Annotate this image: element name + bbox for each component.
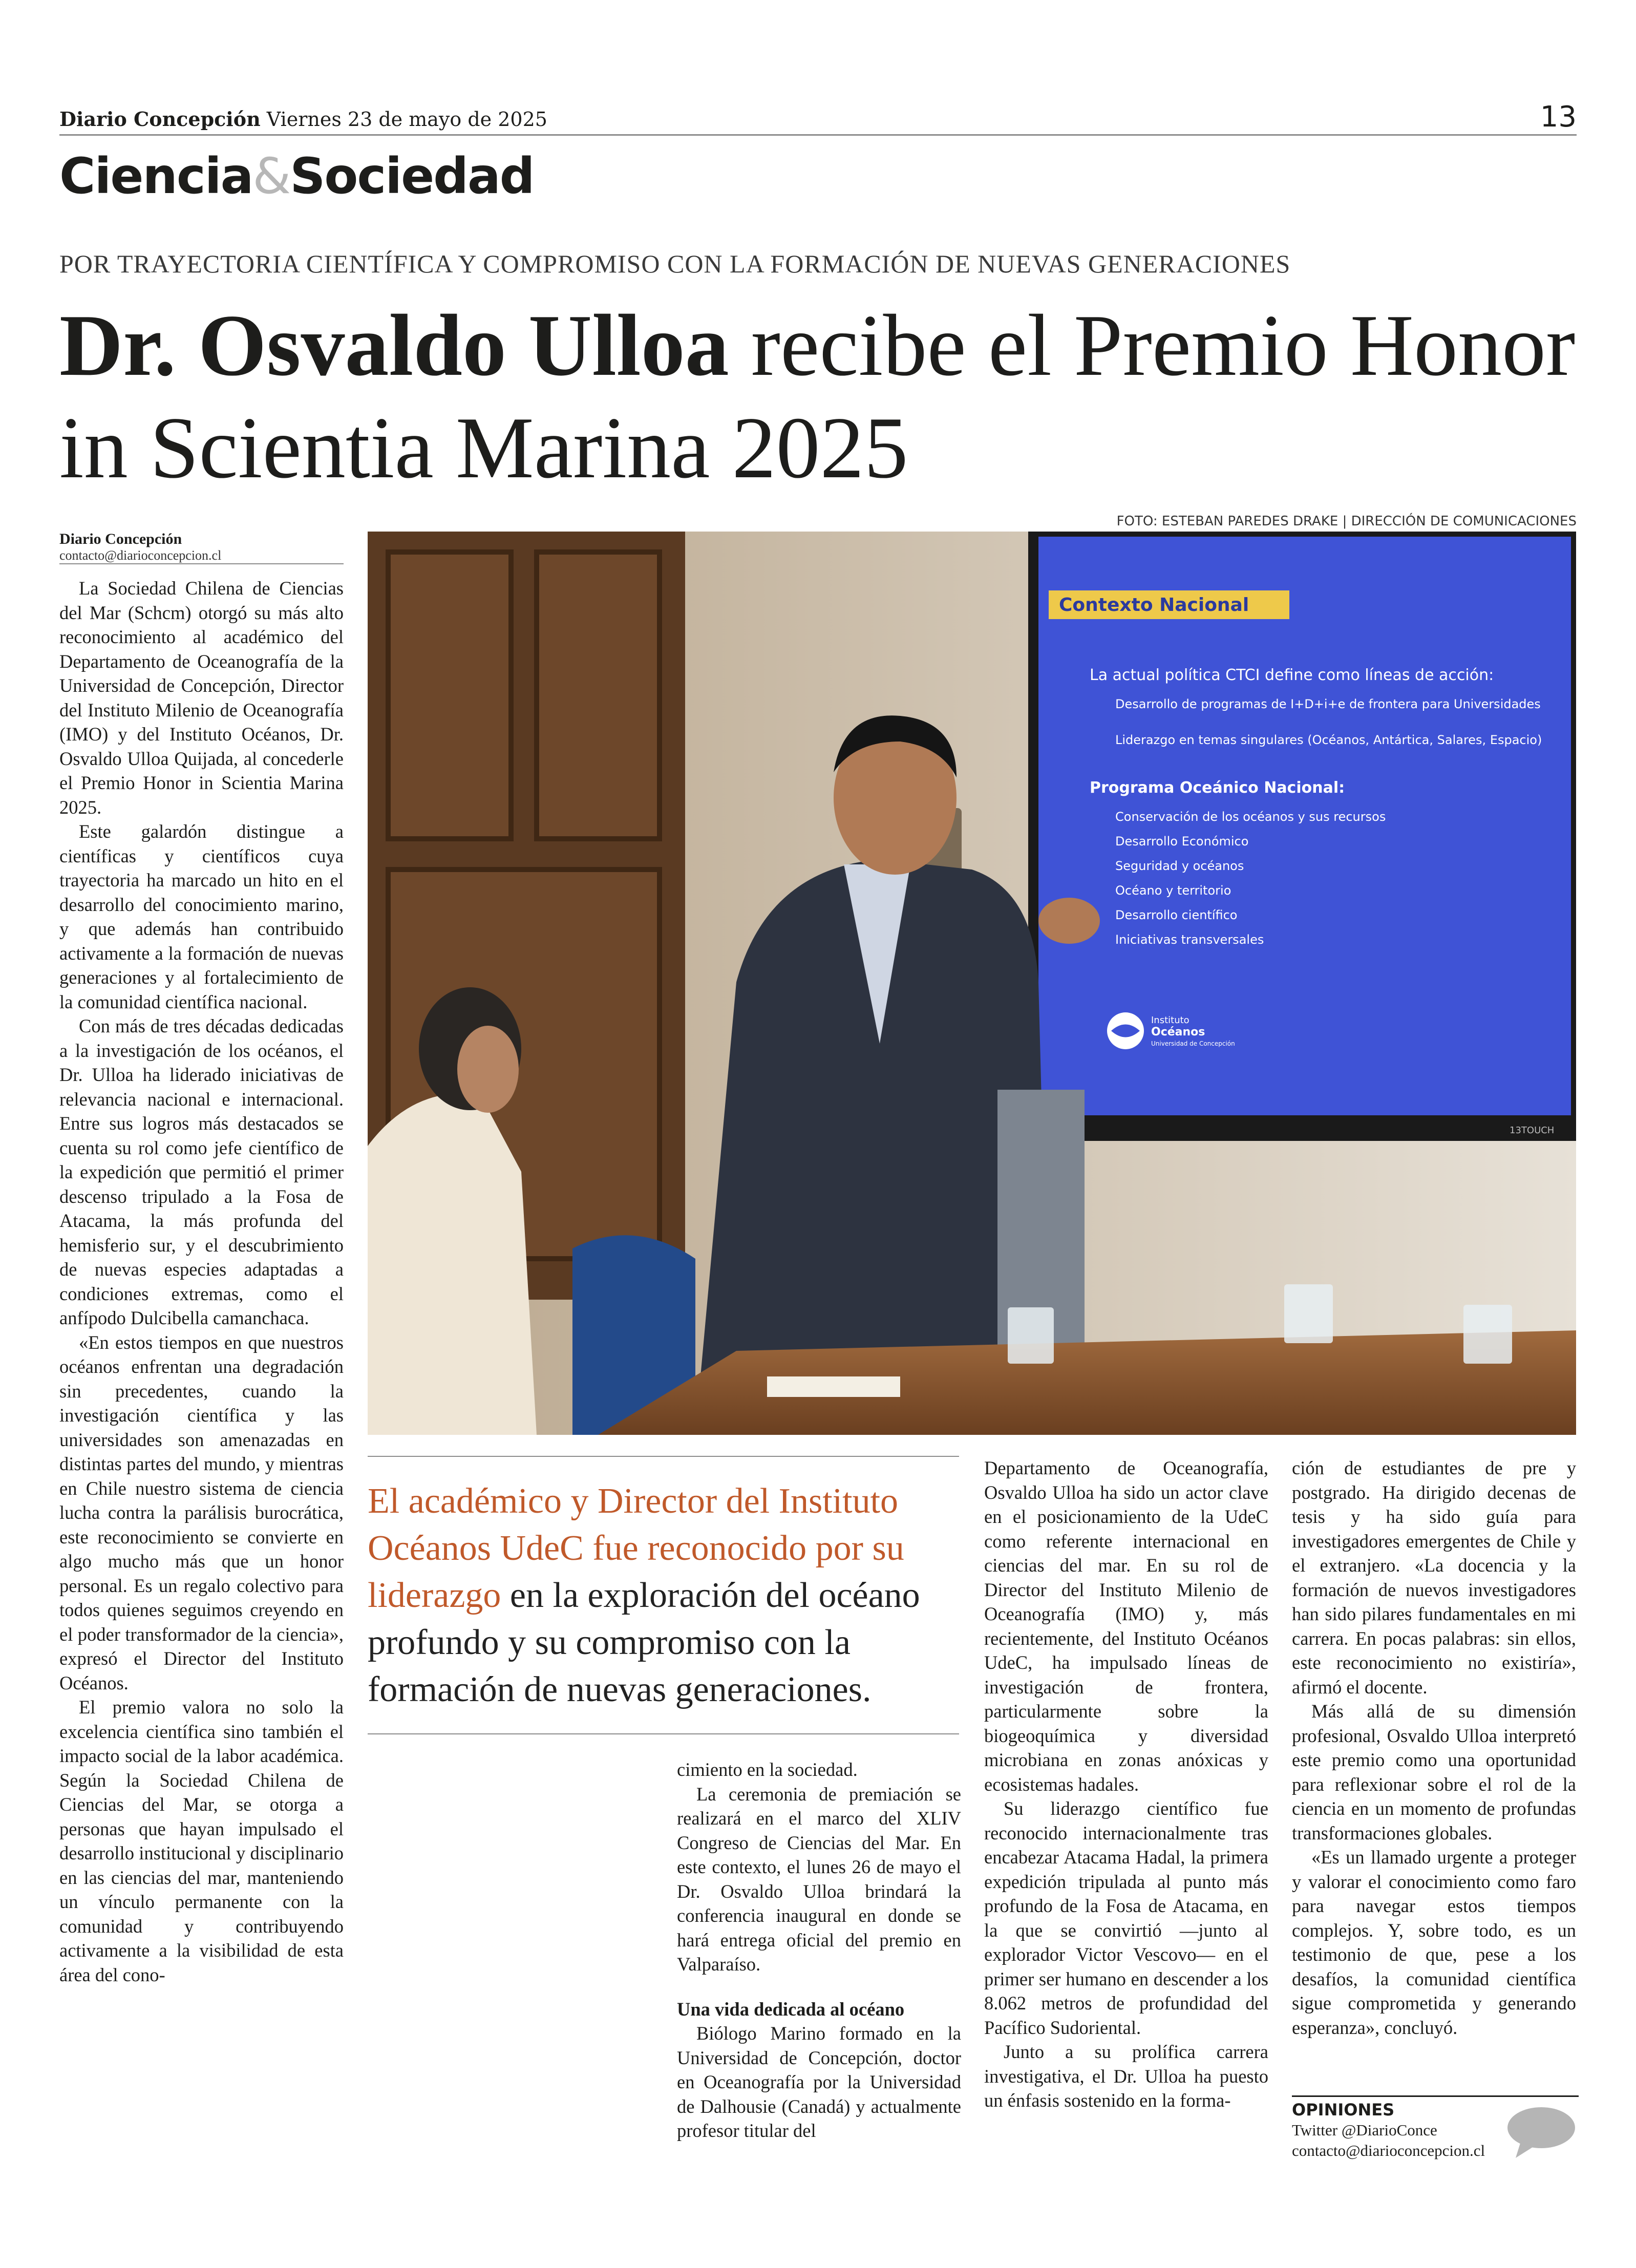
slide-bullet-1b: Liderazgo en temas singulares (Océanos, Antártica, Salares, Espacio): [1115, 733, 1542, 747]
pull-quote: [368, 1478, 959, 1713]
pull-quote-rest: en la exploración del océano profundo y su compromiso con la formación de nuevas generaciones.: [368, 1576, 920, 1709]
article-photo: [368, 532, 1576, 1435]
issue-date: Viernes 23 de mayo de 2025: [266, 108, 547, 131]
speech-bubble-icon: [1505, 2105, 1577, 2161]
paragraph: La ceremonia de premiación se realizará en el marco del XLIV Congreso de Ciencias del Mar. En este contexto, el lunes 26 de mayo el Dr. Osvaldo Ulloa brindará la conferencia inaugural en donde se hará entrega oficial del premio en Valparaíso.: [677, 1783, 961, 1975]
paragraph: La Sociedad Chilena de Ciencias del Mar (Schcm) otorgó su más alto reconocimiento al académico del Departamento de Oceanografía de la Universidad de Concepción, Director del Instituto Milenio de Oceanografía (IMO) y del Instituto Océanos, Dr. Osvaldo Ulloa Quijada, al concederle el Premio Honor in Scientia Marina 2025.: [59, 578, 344, 818]
logo-text-3: Universidad de Concepción: [1151, 1040, 1235, 1047]
article-kicker: POR TRAYECTORIA CIENTÍFICA Y COMPROMISO CON LA FORMACIÓN DE NUEVAS GENERACIONES: [59, 249, 1291, 278]
paragraph: ción de estudiantes de pre y postgrado. Ha dirigido decenas de tesis y ha sido guía para investigadores emergentes de Chile y el extranjero. «La docencia y la formación de nuevos investigadores han sido pilares fundamentales en mi carrera. En pocas palabras: sin ellos, este reconocimiento no existiría», afirmó el docente.: [1292, 1457, 1576, 1698]
paragraph: «En estos tiempos en que nuestros océanos enfrentan una degradación sin precedentes, cuando la investigación científica y las universidades son amenazadas en distintas partes del mundo, y mientras en Chile nuestro sistema de ciencia lucha contra la parálisis burocrática, este reconocimiento se convierte en algo mucho más que un honor personal. Es un regalo colectivo para todos quienes seguimos creyendo en el poder transformador de la ciencia», expresó el Director del Instituto Océanos.: [59, 1331, 344, 1693]
logo-text-2: Océanos: [1151, 1026, 1205, 1038]
slide-item: Iniciativas transversales: [1115, 932, 1264, 947]
paragraph: Este galardón distingue a científicas y científicos cuya trayectoria ha marcado un hito en el desarrollo del conocimiento marino, y que además han contribuido activamente a la formación de nuevas generaciones y al fortalecimiento de la comunidad científica nacional.: [59, 821, 344, 1012]
headline-rest: recibe el Premio Honor in Scientia Marina 2025: [59, 297, 1576, 497]
slide-bullet-1a: Desarrollo de programas de I+D+i+e de frontera para Universidades: [1115, 697, 1541, 711]
pull-quote-highlight: El académico y Director del Instituto Océanos UdeC fue reconocido por su liderazgo: [368, 1481, 904, 1615]
article-headline: [59, 294, 1585, 499]
paper-name: Diario Concepción: [59, 108, 261, 131]
page-number: 13: [1540, 100, 1577, 134]
paragraph: Su liderazgo científico fue reconocido internacionalmente tras encabezar Atacama Hadal, la primera expedición tripulada al punto más profundo de la Fosa de Atacama, en la que se convirtió —junto al explorador Victor Vescovo— en el primer ser humano en descender a los 8.062 metros de profundidad del Pacífico Sudoriental.: [984, 1798, 1268, 2038]
section-title: [59, 147, 534, 205]
opinions-email[interactable]: contacto@diarioconcepcion.cl: [1292, 2142, 1485, 2159]
column-3: [677, 1757, 961, 2143]
headline-bold: Dr. Osvaldo Ulloa: [59, 297, 729, 394]
slide-item: Conservación de los océanos y sus recursos: [1115, 810, 1386, 824]
byline-email: contacto@diarioconcepcion.cl: [59, 548, 222, 563]
column-5: [1292, 1456, 1576, 2040]
paragraph: Con más de tres décadas dedicadas a la investigación de los océanos, el Dr. Ulloa ha liderado iniciativas de relevancia nacional e internacional. Entre sus logros más destacados se cuenta su rol como jefe científico de la expedición que permitió el primer descenso tripulado a la Fosa de Atacama, la más profunda del hemisferio sur, y el descubrimiento de nuevas especies adaptadas a condiciones extremas, como el anfípodo Dulcibella camanchaca.: [59, 1015, 344, 1328]
slide-item: Desarrollo Económico: [1115, 834, 1249, 849]
pullquote-top-rule: [368, 1456, 959, 1457]
screen-brand: 13TOUCH: [1510, 1125, 1555, 1136]
slide-bullet-1: La actual política CTCI define como líneas de acción:: [1090, 666, 1494, 684]
opinions-rule: [1292, 2095, 1579, 2097]
subheading: Una vida dedicada al océano: [677, 1998, 905, 2020]
pullquote-bottom-rule: [368, 1733, 959, 1734]
slide-title: Contexto Nacional: [1059, 595, 1249, 616]
slide-item: Océano y territorio: [1115, 883, 1231, 898]
byline-rule: [59, 563, 344, 564]
byline-name: Diario Concepción: [59, 531, 182, 547]
byline: [59, 531, 344, 563]
paragraph: Biólogo Marino formado en la Universidad de Concepción, doctor en Oceanografía por la Universidad de Dalhousie (Canadá) y actualmente profesor titular del: [677, 2023, 961, 2141]
section-a: Ciencia: [59, 147, 253, 205]
section-b: Sociedad: [290, 147, 534, 205]
paragraph: Junto a su prolífica carrera investigativa, el Dr. Ulloa ha puesto un énfasis sostenido en la forma-: [984, 2041, 1268, 2111]
opinions-title: OPINIONES: [1292, 2100, 1395, 2119]
paragraph: El premio valora no solo la excelencia científica sino también el impacto social de la labor académica. Según la Sociedad Chilena de Ciencias del Mar, se otorga a personas que hayan impulsado el desarrollo institucional y disciplinario en las ciencias del mar, manteniendo un vínculo permanente con la comunidad y contribuyendo activamente a la visibilidad de esta área del cono-: [59, 1697, 344, 1985]
masthead-dateline: [59, 108, 547, 131]
opinions-twitter[interactable]: Twitter @DiarioConce: [1292, 2121, 1437, 2139]
logo-text-1: Instituto: [1151, 1015, 1189, 1026]
slide-item: Desarrollo científico: [1115, 908, 1238, 922]
photo-illustration: [368, 532, 1576, 1435]
column-1: [59, 576, 344, 1987]
column-4: [984, 1456, 1268, 2113]
slide-item: Seguridad y océanos: [1115, 859, 1244, 873]
photo-credit: FOTO: ESTEBAN PAREDES DRAKE | DIRECCIÓN DE COMUNICACIONES: [1116, 514, 1577, 529]
header-rule: [59, 134, 1577, 136]
slide-bullet-2: Programa Oceánico Nacional:: [1090, 779, 1345, 797]
paragraph: Más allá de su dimensión profesional, Osvaldo Ulloa interpretó este premio como una oportunidad para reflexionar sobre el rol de la ciencia en un momento de profundas transformaciones globales.: [1292, 1701, 1576, 1843]
paragraph: «Es un llamado urgente a proteger y valorar el conocimiento como faro para navegar estos tiempos complejos. Y, sobre todo, es un testimonio de que, pese a los desafíos, la comunidad científica sigue comprometida y generando esperanza», concluyó.: [1292, 1847, 1576, 2038]
paragraph: Departamento de Oceanografía, Osvaldo Ulloa ha sido un actor clave en el posicionamiento de la UdeC como referente internacional en ciencias del mar. En su rol de Director del Instituto Milenio de Oceanografía (IMO) y, más recientemente, del Instituto Océanos UdeC, ha impulsado líneas de investigación de frontera, particularmente sobre la biogeoquímica y diversidad microbiana en zonas anóxicas y ecosistemas hadales.: [984, 1457, 1268, 1795]
section-amp: &: [252, 147, 290, 205]
paragraph: cimiento en la sociedad.: [677, 1759, 858, 1780]
